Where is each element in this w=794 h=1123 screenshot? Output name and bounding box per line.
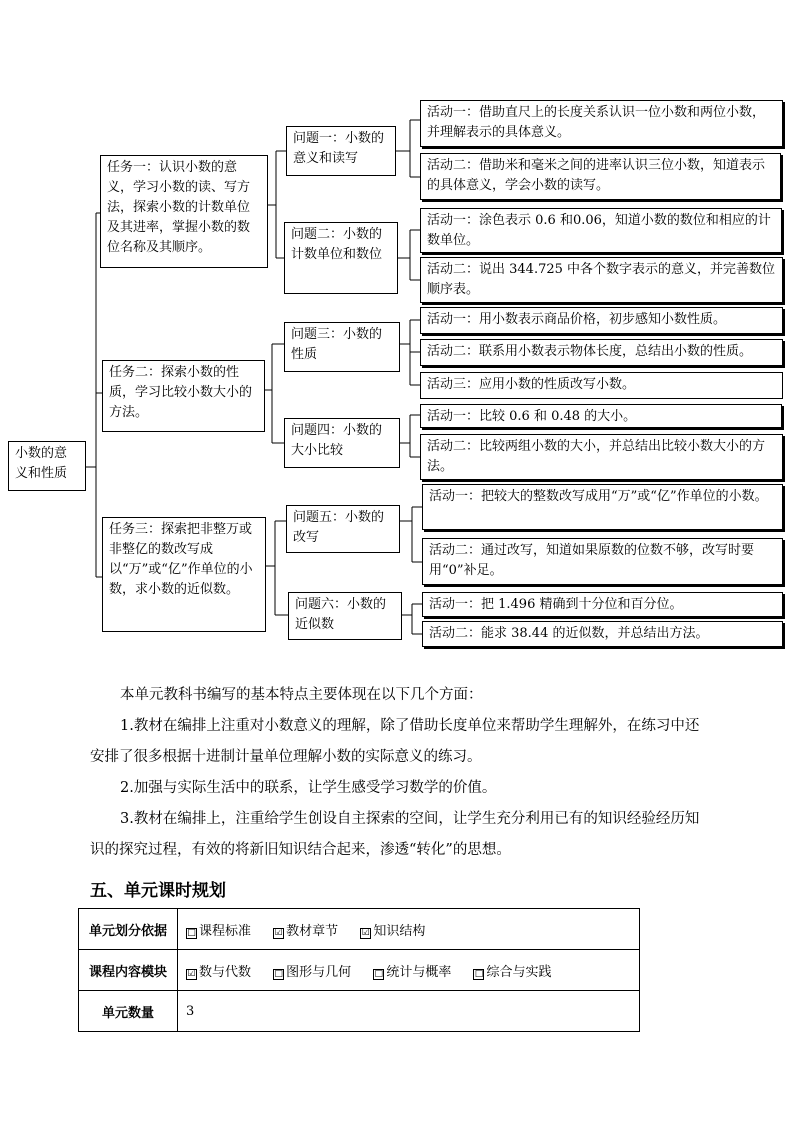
mindmap-task-2: 任务二：探索小数的性质，学习比较小数大小的方法。	[102, 360, 265, 432]
feature-paragraph-1: 1.教材在编排上注重对小数意义的理解，除了借助长度单位来帮助学生理解外，在练习中还安排了很多根据十进制计量单位理解小数的实际意义的练习。	[90, 718, 700, 765]
checkbox-empty-icon: □	[374, 968, 384, 979]
option-textbook-chapter[interactable]	[273, 920, 338, 939]
option-label: 教材章节	[286, 923, 339, 939]
row-label-unit-count: 单元数量	[79, 991, 178, 1032]
option-number-algebra[interactable]	[186, 961, 251, 980]
option-curriculum-standard[interactable]	[186, 920, 251, 939]
basis-options	[178, 909, 640, 950]
row-label-module: 课程内容模块	[79, 950, 178, 991]
option-label: 知识结构	[373, 923, 426, 939]
option-label: 数与代数	[199, 964, 252, 980]
unit-count-value: 3	[178, 991, 640, 1032]
mindmap-task-1: 任务一：认识小数的意义，学习小数的读、写方法，探索小数的计数单位及其进率，掌握小数的数位名称及其顺序。	[100, 155, 268, 268]
mindmap-activity-q1-2: 活动二：借助米和毫米之间的进率认识三位小数，知道表示的具体意义，学会小数的读写。	[420, 153, 781, 200]
mindmap-question-2: 问题二：小数的计数单位和数位	[284, 222, 398, 294]
checkbox-empty-icon: □	[474, 968, 484, 979]
table-row	[79, 950, 640, 991]
mindmap-activity-q2-2: 活动二：说出 344.725 中各个数字表示的意义，并完善数位顺序表。	[420, 257, 783, 303]
option-statistics[interactable]	[373, 961, 451, 980]
checkbox-checked-icon: ☑	[187, 968, 196, 979]
feature-paragraph-2: 2.加强与实际生活中的联系，让学生感受学习数学的价值。	[120, 780, 497, 796]
mindmap-activity-q6-1: 活动一：把 1.496 精确到十分位和百分位。	[422, 592, 783, 617]
checkbox-checked-icon: ☑	[361, 927, 370, 938]
section-heading: 五、单元课时规划	[90, 881, 226, 901]
option-label: 综合与实践	[486, 964, 552, 980]
intro-paragraph: 本单元教科书编写的基本特点主要体现在以下几个方面：	[120, 687, 483, 703]
checkbox-empty-icon: □	[274, 968, 283, 979]
unit-plan-table	[78, 908, 640, 1032]
option-geometry[interactable]	[273, 961, 351, 980]
checkbox-checked-icon: ☑	[274, 927, 283, 938]
mindmap-task-3: 任务三：探索把非整万或非整亿的数改写成以“万”或“亿”作单位的小数，求小数的近似数。	[102, 517, 266, 632]
mindmap-activity-q1-1: 活动一：借助直尺上的长度关系认识一位小数和两位小数，并理解表示的具体意义。	[420, 100, 783, 147]
option-label: 图形与几何	[286, 964, 352, 980]
table-row	[79, 909, 640, 950]
mindmap-root: 小数的意义和性质	[8, 441, 86, 491]
mindmap-question-6: 问题六：小数的近似数	[288, 592, 402, 640]
mindmap-question-1: 问题一：小数的意义和读写	[286, 126, 396, 176]
mindmap-activity-q4-2: 活动二：比较两组小数的大小，并总结出比较小数大小的方法。	[420, 434, 783, 480]
mindmap-activity-q5-2: 活动二：通过改写，知道如果原数的位数不够，改写时要用“0”补足。	[422, 538, 783, 585]
table-row	[79, 991, 640, 1032]
mindmap-activity-q4-1: 活动一：比较 0.6 和 0.48 的大小。	[420, 404, 782, 428]
row-label-basis: 单元划分依据	[79, 909, 178, 950]
option-label: 课程标准	[199, 923, 252, 939]
module-options	[178, 950, 640, 991]
mindmap-question-5: 问题五：小数的改写	[286, 505, 400, 553]
option-label: 统计与概率	[386, 964, 452, 980]
option-practice[interactable]	[473, 961, 551, 980]
feature-paragraph-3: 3.教材在编排上，注重给学生创设自主探索的空间，让学生充分利用已有的知识经验经历知识的探究过程，有效的将新旧知识结合起来，渗透“转化”的思想。	[90, 811, 700, 858]
mindmap-activity-q3-1: 活动一：用小数表示商品价格，初步感知小数性质。	[420, 307, 783, 334]
mindmap-activity-q3-3: 活动三：应用小数的性质改写小数。	[420, 372, 783, 399]
checkbox-empty-icon: □	[187, 927, 196, 938]
mindmap-activity-q5-1: 活动一：把较大的整数改写成用“万”或“亿”作单位的小数。	[422, 484, 783, 530]
option-knowledge-structure[interactable]	[360, 920, 425, 939]
mindmap-activity-q3-2: 活动二：联系用小数表示物体长度，总结出小数的性质。	[420, 339, 783, 366]
mindmap-activity-q6-2: 活动二：能求 38.44 的近似数，并总结出方法。	[422, 621, 783, 647]
mindmap-activity-q2-1: 活动一：涂色表示 0.6 和0.06，知道小数的数位和相应的计数单位。	[420, 208, 782, 253]
mindmap-question-4: 问题四：小数的大小比较	[284, 418, 400, 468]
mindmap-question-3: 问题三：小数的性质	[284, 322, 400, 372]
